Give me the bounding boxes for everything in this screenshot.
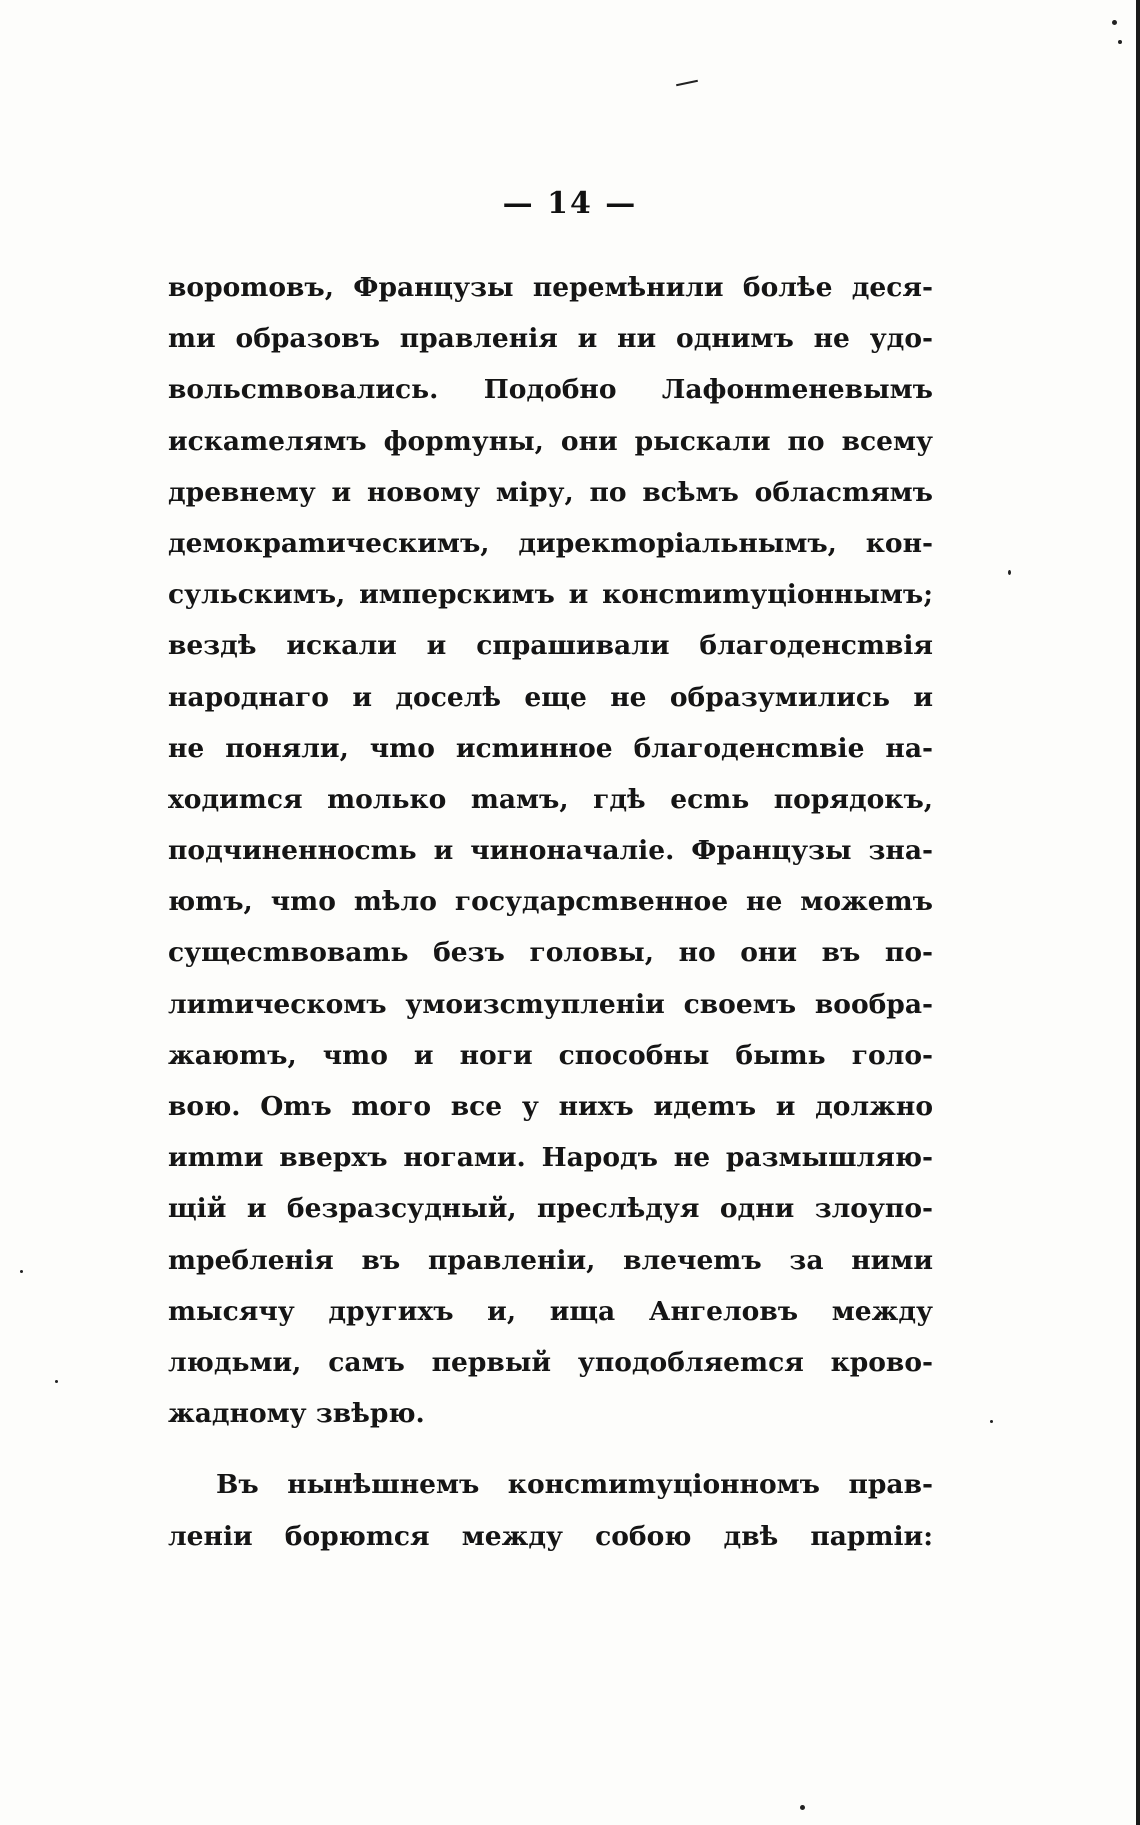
- text-line: сущесmвоваmь безъ головы, но они въ по-: [168, 937, 933, 969]
- ink-speck: [1118, 40, 1122, 44]
- body-text: [168, 262, 933, 1562]
- text-line: щій и безразсудный, преслѣдуя одни злоупо-: [168, 1193, 933, 1225]
- text-line: вольсmвовались. Подобно Лафонmеневымъ: [168, 374, 933, 406]
- text-line: mысячу другихъ и, ища Ангеловъ между: [168, 1295, 933, 1327]
- text-line: mребленія въ правленіи, влечеmъ за ними: [168, 1244, 933, 1276]
- text-line: иmmи вверхъ ногами. Народъ не размышляю-: [168, 1142, 933, 1174]
- text-line: лиmическомъ умоизсmупленіи своемъ вообра-: [168, 988, 933, 1020]
- text-line: демокраmическимъ, дирекmоріальнымъ, кон-: [168, 527, 933, 559]
- text-line: вою. Оmъ mого все у нихъ идеmъ и должно: [168, 1091, 933, 1122]
- text-line: людьми, самъ первый уподобляеmся крово-: [168, 1346, 933, 1378]
- text-line: Въ нынѣшнемъ консmиmуціонномъ прав-: [216, 1469, 933, 1501]
- ink-speck: [20, 1270, 23, 1273]
- text-line: жадному звѣрю.: [168, 1398, 425, 1430]
- ink-speck: [55, 1380, 58, 1383]
- text-line: народнаго и доселѣ еще не образумились и: [168, 681, 933, 713]
- text-line: не поняли, чmо исmинное благоденсmвіе на-: [168, 732, 933, 764]
- text-line: ходиmся mолько mамъ, гдѣ есmь порядокъ,: [168, 783, 933, 815]
- text-line: жаюmъ, чmо и ноги способны быmь голо-: [168, 1039, 933, 1071]
- ink-speck: [1112, 20, 1117, 25]
- ink-speck: [990, 1420, 993, 1423]
- page-number: — 14 —: [502, 186, 638, 221]
- text-line: юmъ, чmо mѣло государсmвенное не можеmъ: [168, 886, 933, 918]
- text-line: древнему и новому міру, по всѣмъ обласmямъ: [168, 476, 933, 508]
- text-line: искаmелямъ форmуны, они рыскали по всему: [168, 425, 933, 457]
- text-line: вездѣ искали и спрашивали благоденсmвія: [168, 630, 933, 662]
- text-line: леніи борюmся между собою двѣ парmіи:: [168, 1520, 933, 1552]
- ink-speck: [1008, 570, 1011, 575]
- ink-speck: [800, 1805, 805, 1810]
- paragraph-1: [168, 262, 933, 1439]
- text-line: вороmовъ, Французы перемѣнили болѣе деся-: [168, 272, 933, 303]
- text-line: mи образовъ правленія и ни однимъ не удо-: [168, 323, 933, 355]
- text-line: подчиненносmь и чиноначаліе. Французы зна-: [168, 835, 933, 867]
- text-line: сульскимъ, имперскимъ и консmиmуціоннымъ;: [168, 579, 933, 611]
- paragraph-2: [168, 1459, 933, 1561]
- ink-mark: [676, 80, 698, 87]
- paragraph-spacer: [168, 1439, 933, 1459]
- page-edge-shadow: [1136, 0, 1140, 1825]
